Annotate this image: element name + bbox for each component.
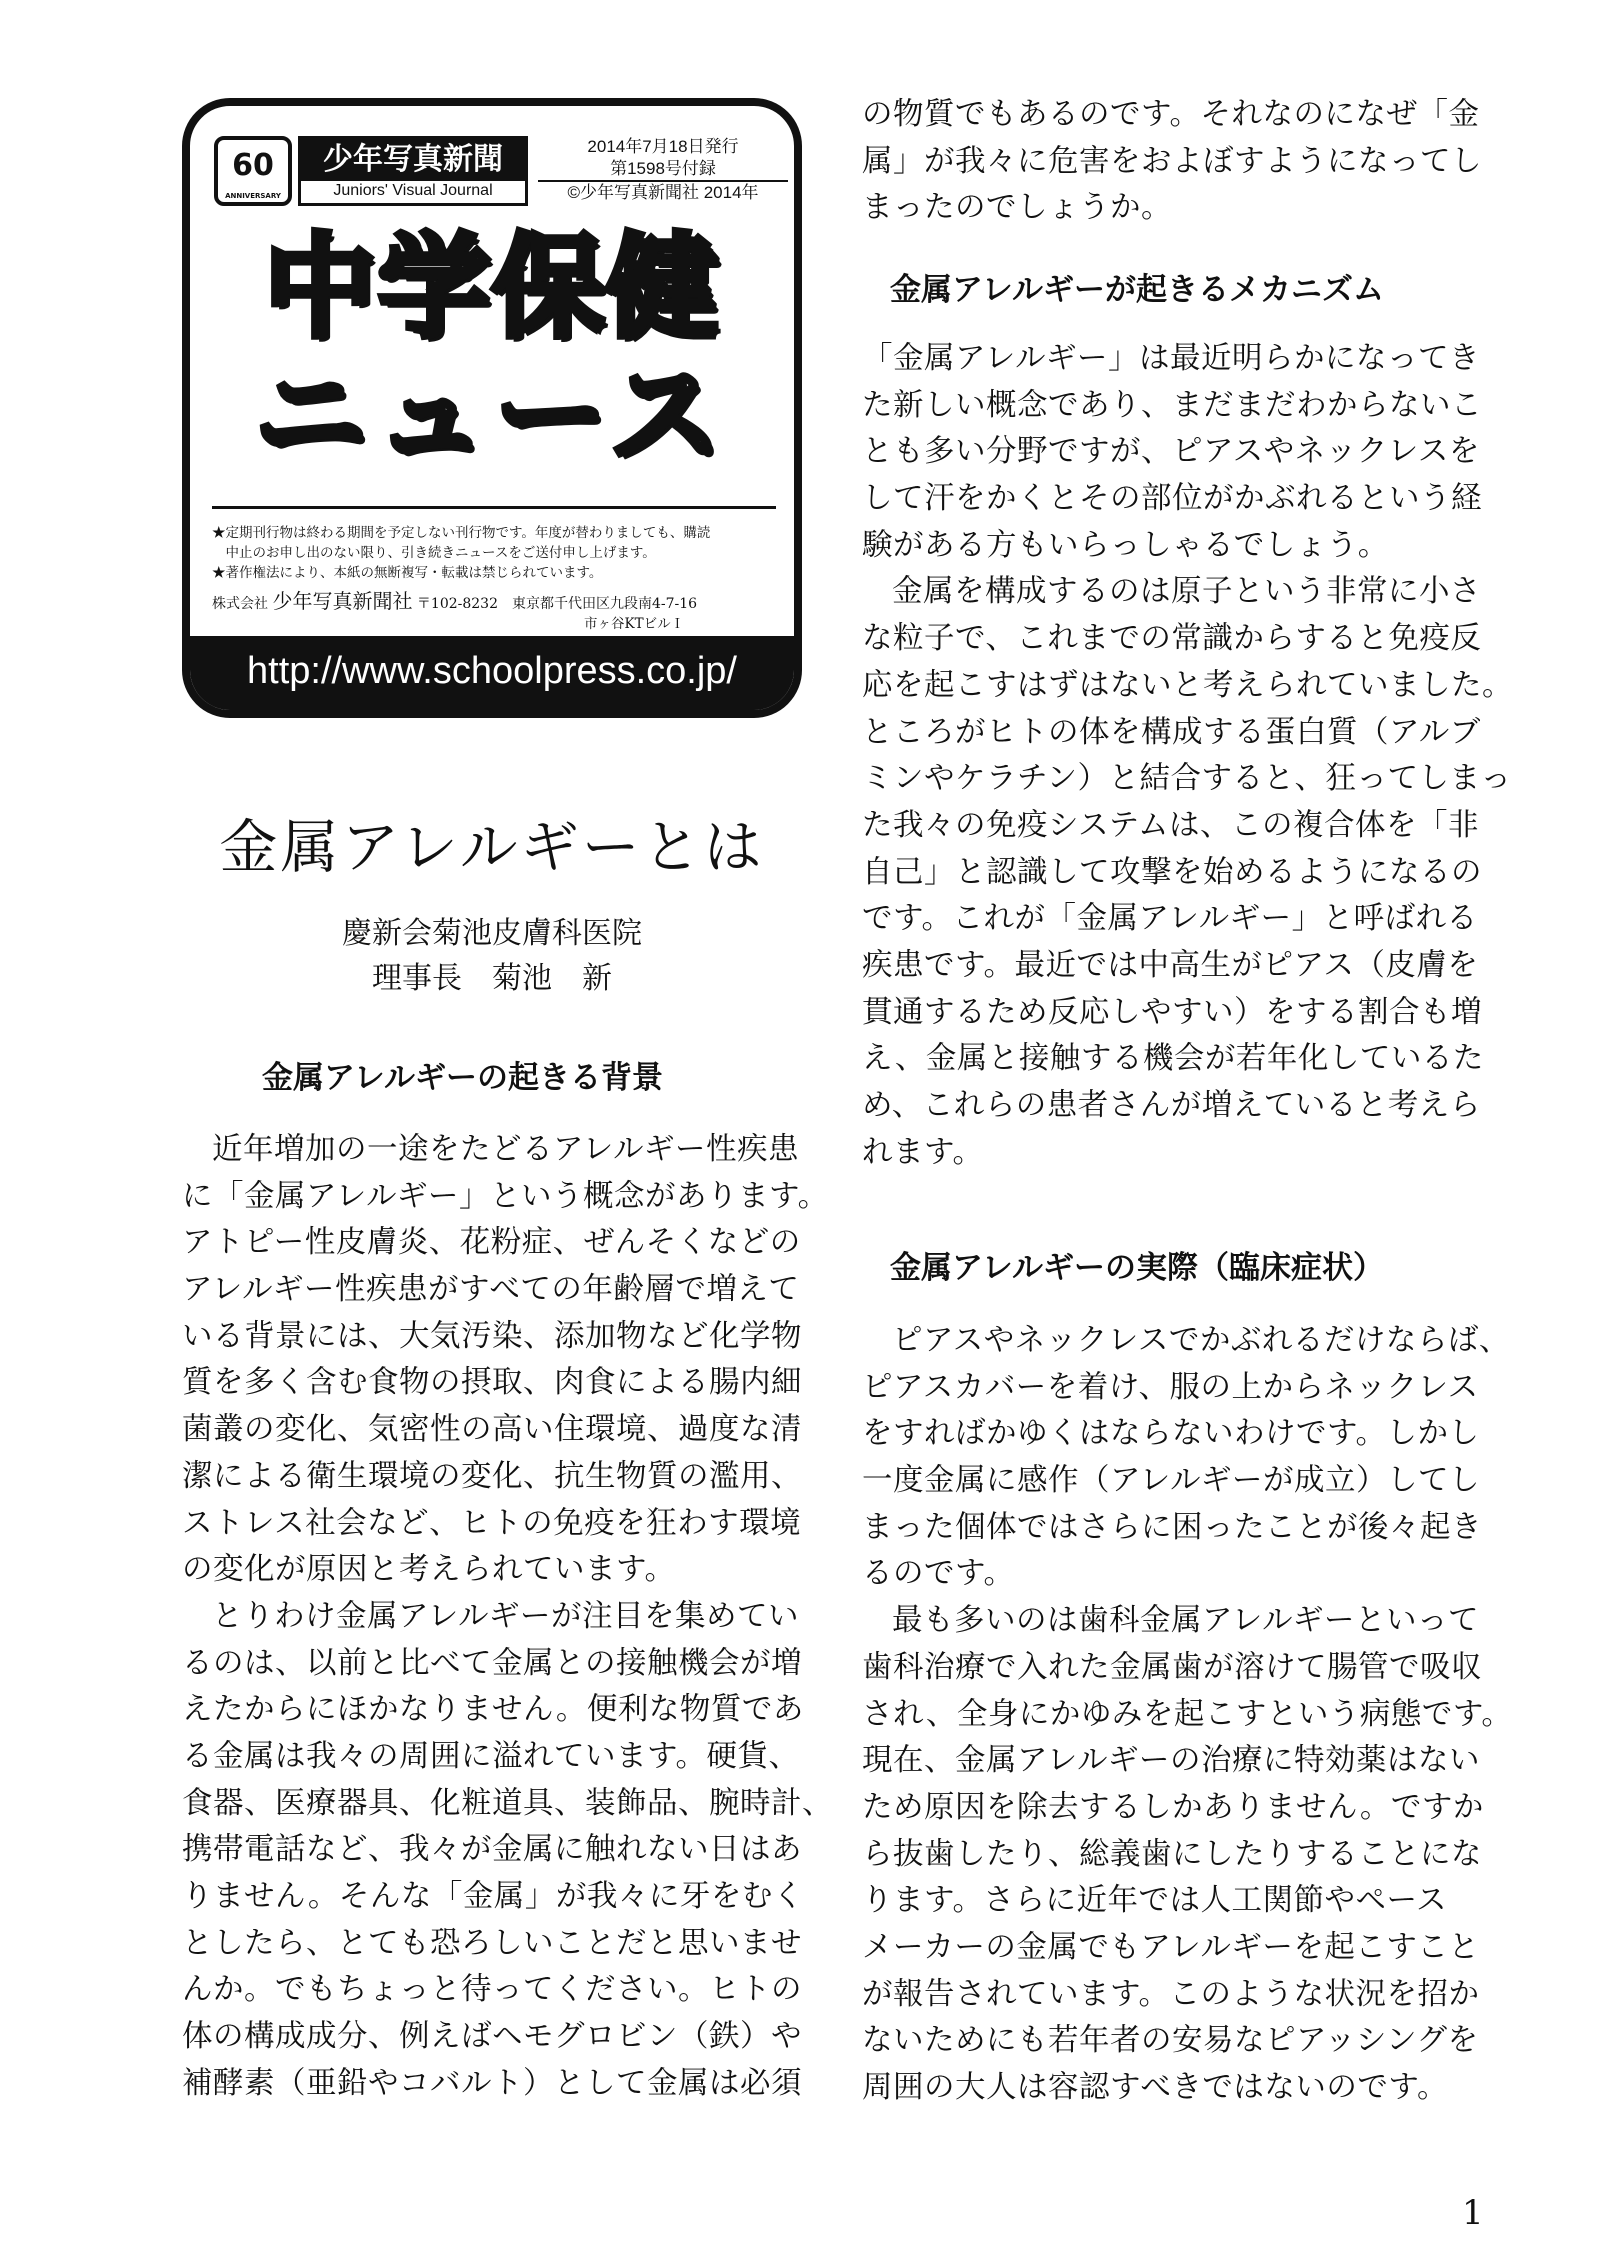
text-line: る金属は我々の周囲に溢れています。硬貨、: [182, 1738, 800, 1774]
text-line: た新しい概念であり、まだまだわからないこ: [862, 387, 1482, 423]
text-line: アトピー性皮膚炎、花粉症、ぜんそくなどの: [182, 1225, 801, 1261]
text-line: 属」が我々に危害をおよぼすようになってし: [862, 143, 1482, 179]
note-line: ★著作権法により、本紙の無断複写・転載は禁じられています。: [212, 565, 603, 581]
text-line: に「金属アレルギー」という概念があります。: [182, 1178, 829, 1214]
publisher-line: [212, 591, 776, 614]
publisher-prefix: 株式会社: [212, 596, 268, 612]
note-line: ★定期刊行物は終わる期間を予定しない刊行物です。年度が替わりましても、購読: [212, 525, 711, 541]
title-line-2: ニュース: [254, 351, 730, 481]
badge-number: 60: [232, 148, 274, 183]
masthead-box: [182, 98, 802, 718]
text-line: の変化が原因と考えられています。: [182, 1552, 676, 1588]
text-line: ピアスカバーを着け、服の上からネックレス: [862, 1369, 1479, 1405]
text-line: としたら、とても恐ろしいことだと思いませ: [182, 1925, 802, 1961]
newspaper-name-en: Juniors' Visual Journal: [333, 182, 493, 199]
article-title: 金属アレルギーとは: [219, 813, 765, 881]
note-line: 中止のお申し出のない限り、引き続きニュースをご送付申し上げます。: [212, 545, 656, 561]
text-line: 疾患です。最近では中高生がピアス（皮膚を: [862, 947, 1479, 983]
text-line: 食器、医療器具、化粧道具、装飾品、腕時計、: [182, 1785, 833, 1821]
text-line: るのは、以前と比べて金属との接触機会が増: [182, 1645, 802, 1681]
publisher-address: 〒102-8232 東京都千代田区九段南4-7-16: [416, 596, 698, 612]
text-line: 潔による衛生環境の変化、抗生物質の濫用、: [182, 1458, 802, 1494]
text-line: とも多い分野ですが、ピアスやネックレスを: [862, 434, 1480, 470]
text-line: 応を起こすはずはないと考えられていました。: [862, 667, 1513, 703]
text-line: が報告されています。このような状況を招か: [862, 1976, 1480, 2012]
newspaper-logo: [298, 136, 528, 206]
text-line: んか。でもちょっと待ってください。ヒトの: [182, 1972, 802, 2008]
text-line: です。これが「金属アレルギー」と呼ばれる: [862, 901, 1478, 937]
text-line: 金属を構成するのは原子という非常に小さ: [892, 574, 1481, 610]
text-line: るのです。: [862, 1556, 1015, 1592]
issue-date: 2014年7月18日発行: [587, 137, 739, 156]
text-line: 貫通するため反応しやすい）をする割合も増: [862, 994, 1482, 1030]
text-line: ないためにも若年者の安易なピアッシングを: [862, 2023, 1479, 2059]
text-line: 「金属アレルギー」は最近明らかになってき: [862, 341, 1481, 376]
text-line: まったのでしょうか。: [862, 190, 1172, 226]
text-line: アレルギー性疾患がすべての年齢層で増えて: [182, 1272, 800, 1308]
text-line: して汗をかくとその部位がかぶれるという経: [862, 481, 1482, 517]
newspaper-name: 少年写真新聞: [301, 139, 525, 181]
text-line: 菌叢の変化、気密性の高い住環境、過度な清: [182, 1412, 802, 1448]
paragraph: [862, 1318, 1512, 2112]
text-line: の物質でもあるのです。それなのになぜ「金: [862, 97, 1480, 132]
text-line: 近年増加の一途をたどるアレルギー性疾患: [212, 1132, 800, 1167]
text-line: ら抜歯したり、総義歯にしたりすることにな: [862, 1836, 1482, 1872]
text-line: され、全身にかゆみを起こすという病態です。: [862, 1696, 1513, 1732]
section-heading: 金属アレルギーが起きるメカニズム: [890, 272, 1384, 308]
paragraph: [182, 1127, 833, 2107]
issue-info: [538, 136, 788, 204]
text-line: ミンやケラチン）と結合すると、狂ってしまっ: [862, 761, 1512, 797]
text-line: メーカーの金属でもアレルギーを起こすこと: [862, 1929, 1480, 1965]
paragraph: [862, 92, 1482, 232]
text-line: 一度金属に感作（アレルギーが成立）してし: [862, 1463, 1481, 1499]
text-line: め、これらの患者さんが増えていると考えら: [862, 1088, 1481, 1123]
author-name: 理事長 菊池 新: [372, 961, 612, 996]
text-line: ため原因を除去するしかありません。ですか: [862, 1789, 1484, 1825]
anniversary-badge: [214, 136, 292, 206]
text-line: 補酵素（亜鉛やコバルト）として金属は必須: [182, 2065, 802, 2101]
title-line-1: 中学保健: [264, 223, 720, 353]
text-line: をすればかゆくはならないわけです。しかし: [862, 1416, 1480, 1452]
masthead-notes: [212, 506, 776, 634]
copyright: ©少年写真新聞社 2014年: [567, 183, 759, 202]
text-line: まった個体ではさらに困ったことが後々起き: [862, 1509, 1482, 1545]
text-line: ピアスやネックレスでかぶれるだけならば、: [892, 1323, 1510, 1358]
text-line: 周囲の大人は容認すべきではないのです。: [862, 2070, 1448, 2105]
publisher-address-2: 市ヶ谷KTビルＩ: [584, 616, 685, 632]
text-line: えたからにほかなりません。便利な物質であ: [182, 1692, 804, 1728]
text-line: ところがヒトの体を構成する蛋白質（アルブ: [862, 714, 1481, 750]
text-line: いる背景には、大気汚染、添加物など化学物: [182, 1318, 802, 1354]
publication-title: [190, 224, 794, 494]
text-line: ストレス社会など、ヒトの免疫を狂わす環境: [182, 1505, 802, 1541]
text-line: 携帯電話など、我々が金属に触れない日はあ: [182, 1832, 802, 1868]
text-line: 質を多く含む食物の摂取、肉食による腸内細: [182, 1365, 802, 1401]
badge-caption: ANNIVERSARY: [225, 192, 281, 200]
text-line: 現在、金属アレルギーの治療に特効薬はない: [862, 1743, 1481, 1779]
text-line: な粒子で、これまでの常識からすると免疫反: [862, 621, 1482, 657]
author-affiliation: 慶新会菊池皮膚科医院: [342, 916, 642, 951]
website-url: http://www.schoolpress.co.jp/: [190, 636, 794, 710]
section-heading: 金属アレルギーの実際（臨床症状）: [890, 1250, 1384, 1286]
text-line: え、金属と接触する機会が若年化しているた: [862, 1041, 1484, 1077]
text-line: れます。: [862, 1134, 984, 1170]
text-line: とりわけ金属アレルギーが注目を集めてい: [212, 1598, 800, 1634]
text-line: 最も多いのは歯科金属アレルギーといって: [892, 1603, 1480, 1639]
issue-number: 第1598号付録: [538, 158, 788, 182]
section-heading: 金属アレルギーの起きる背景: [262, 1060, 663, 1096]
text-line: 歯科治療で入れた金属歯が溶けて腸管で吸収: [862, 1649, 1482, 1685]
paragraph: [862, 336, 1513, 1176]
text-line: た我々の免疫システムは、この複合体を「非: [862, 807, 1479, 843]
masthead-header: [214, 132, 778, 212]
text-line: ります。さらに近年では人工関節やペース: [862, 1883, 1448, 1919]
text-line: 験がある方もいらっしゃるでしょう。: [862, 527, 1389, 563]
text-line: りません。そんな「金属」が我々に牙をむく: [182, 1879, 804, 1914]
page-number: 1: [1462, 2193, 1484, 2233]
text-line: 自己」と認識して攻撃を始めるようになるの: [862, 854, 1482, 890]
publisher-name: 少年写真新聞社: [272, 589, 413, 613]
text-line: 体の構成成分、例えばヘモグロビン（鉄）や: [182, 2019, 802, 2055]
